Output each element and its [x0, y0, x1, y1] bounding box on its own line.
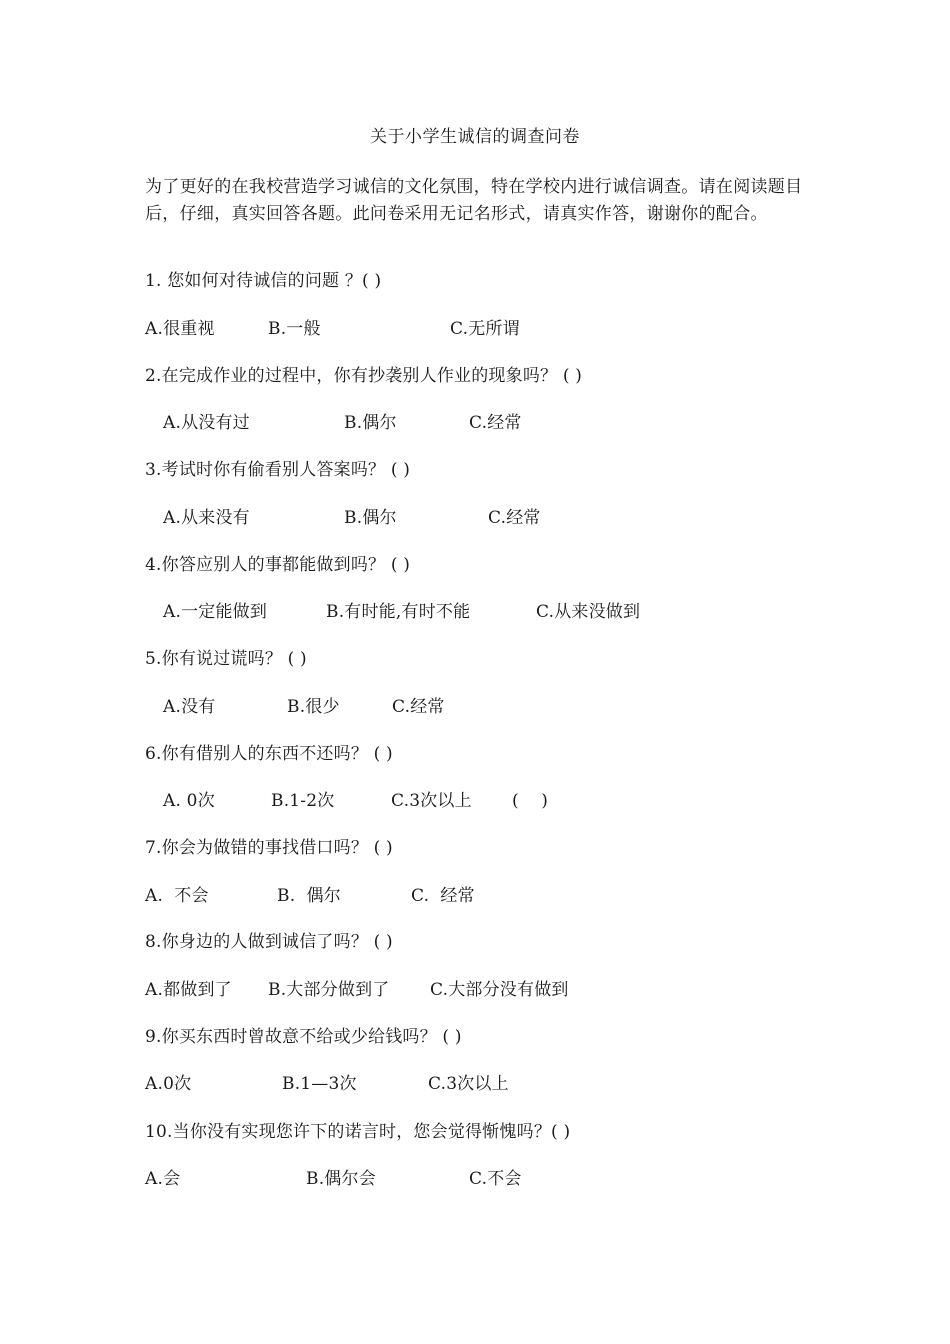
question-4: 4.你答应别人的事都能做到吗？ ( ) — [145, 555, 411, 575]
option-2c: C.经常 — [469, 413, 522, 433]
option-3b: B.偶尔 — [344, 508, 397, 528]
option-7b: B. 偶尔 — [277, 886, 341, 906]
option-7a: A. 不会 — [145, 886, 209, 906]
question-9: 9.你买东西时曾故意不给或少给钱吗？ ( ) — [145, 1027, 462, 1047]
question-8: 8.你身边的人做到诚信了吗？ ( ) — [145, 932, 393, 952]
option-6c: C.3次以上 — [391, 791, 472, 811]
question-6: 6.你有借别人的东西不还吗？ ( ) — [145, 744, 393, 764]
option-6b: B.1-2次 — [271, 791, 335, 811]
question-1: 1. 您如何对待诚信的问题 ？( ) — [145, 271, 382, 291]
option-10b: B.偶尔会 — [306, 1169, 376, 1189]
option-4b: B.有时能,有时不能 — [326, 602, 471, 622]
option-8b: B.大部分做到了 — [268, 980, 390, 1000]
option-7c: C. 经常 — [411, 886, 475, 906]
option-6-answer-blank: ( ) — [512, 791, 549, 811]
option-1c: C.无所谓 — [450, 319, 520, 339]
question-10: 10.当你没有实现您许下的诺言时，您会觉得惭愧吗？( ) — [145, 1122, 571, 1142]
question-7: 7.你会为做错的事找借口吗？ ( ) — [145, 838, 393, 858]
option-10a: A.会 — [145, 1169, 181, 1189]
option-1b: B.一般 — [268, 319, 321, 339]
option-4a: A.一定能做到 — [163, 602, 268, 622]
option-10c: C.不会 — [469, 1169, 522, 1189]
document-title: 关于小学生诚信的调查问卷 — [370, 127, 580, 147]
option-8c: C.大部分没有做到 — [430, 980, 569, 1000]
question-5: 5.你有说过谎吗？ ( ) — [145, 649, 307, 669]
option-9a: A.0次 — [145, 1074, 192, 1094]
question-3: 3.考试时你有偷看别人答案吗？ ( ) — [145, 460, 411, 480]
option-5b: B.很少 — [287, 697, 340, 717]
question-2: 2.在完成作业的过程中，你有抄袭别人作业的现象吗？ ( ) — [145, 366, 583, 386]
option-2b: B.偶尔 — [344, 413, 397, 433]
option-4c: C.从来没做到 — [536, 602, 641, 622]
option-6a: A. 0次 — [163, 791, 215, 811]
option-9b: B.1—3次 — [282, 1074, 357, 1094]
option-9c: C.3次以上 — [428, 1074, 509, 1094]
option-3a: A.从来没有 — [163, 508, 250, 528]
option-5a: A.没有 — [163, 697, 216, 717]
option-5c: C.经常 — [392, 697, 445, 717]
option-8a: A.都做到了 — [145, 980, 232, 1000]
option-3c: C.经常 — [488, 508, 541, 528]
option-2a: A.从没有过 — [163, 413, 250, 433]
option-1a: A.很重视 — [145, 319, 215, 339]
intro-paragraph: 为了更好的在我校营造学习诚信的文化氛围，特在学校内进行诚信调查。请在阅读题目后，仔细，真实回答各题。此问卷采用无记名形式，请真实作答，谢谢你的配合。 — [145, 177, 803, 224]
